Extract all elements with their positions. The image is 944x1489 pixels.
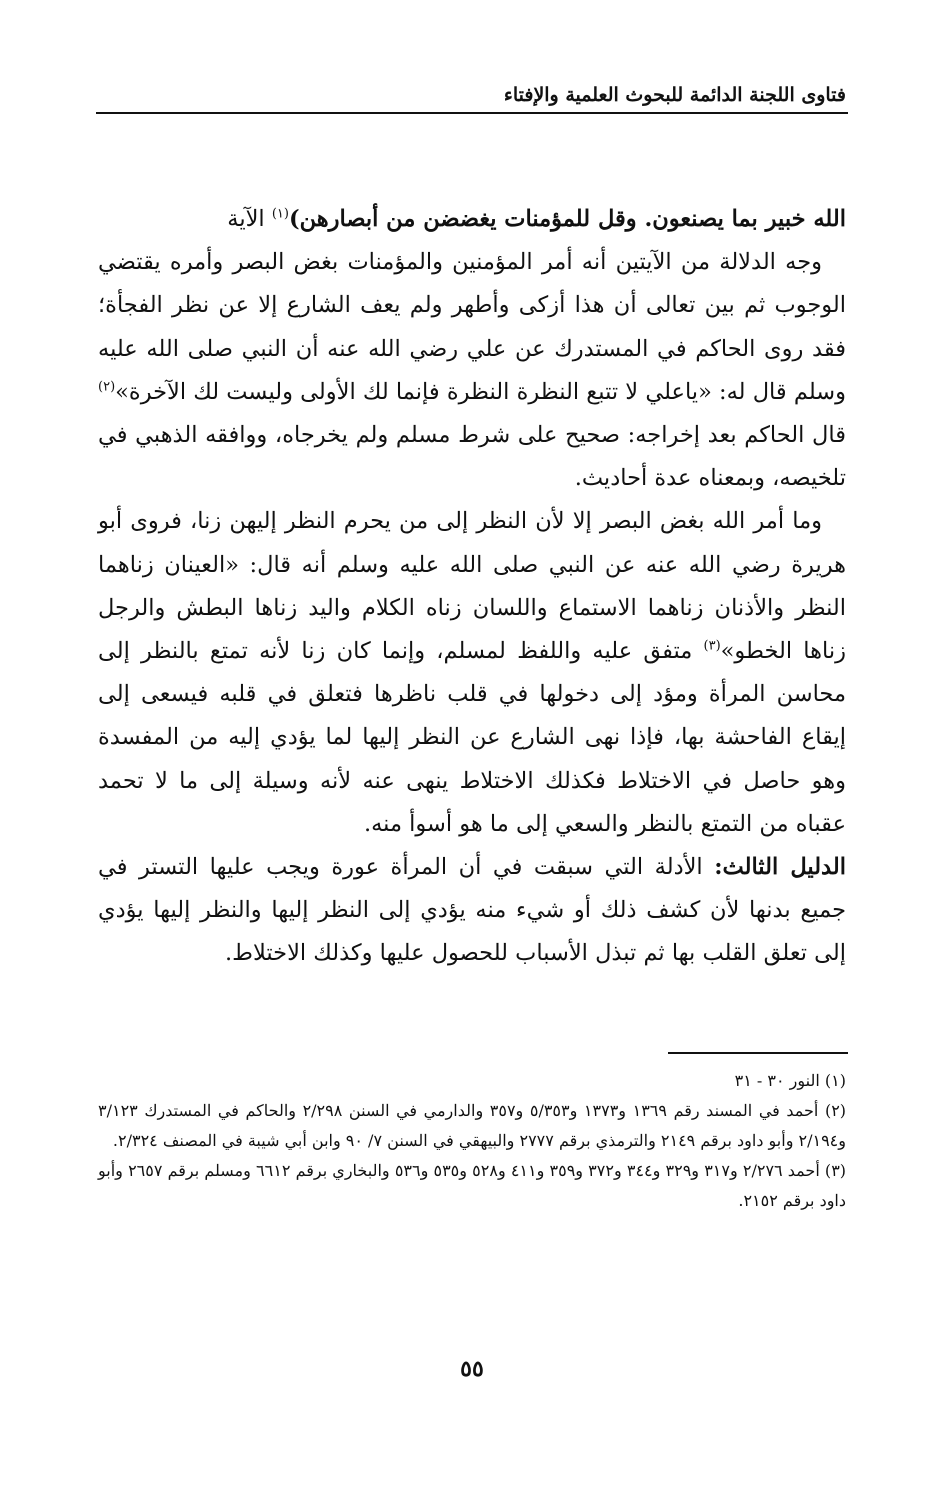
quran-verse-text: الله خبير بما يصنعون. وقل للمؤمنات يغضضن من أبصارهن) <box>288 206 846 232</box>
paragraph-4 <box>98 846 846 976</box>
paragraph-1-tail: الآية <box>227 206 272 232</box>
footnote-separator <box>668 1052 848 1054</box>
paragraph-3-text-cont: متفق عليه واللفظ لمسلم، وإنما كان زنا لأنه تمتع بالنظر إلى محاسن المرأة ومؤد إلى دخولها في قلب ناظرها فتعلق في قلبه فيسعى إلى إيقاع الفاحشة بها، فإذا نهى الشارع عن النظر إليها لما يؤدي إليه من المفسدة وهو حاصل في الاختلاط فكذلك الاختلاط ينهى عنه لأنه وسيلة إلى ما لا تحمد عقباه من التمتع بالنظر والسعي إلى ما هو أسوأ منه. <box>98 638 846 837</box>
footnote-1: (١) النور ٣٠ - ٣١ <box>734 1071 846 1090</box>
paragraph-1 <box>98 198 846 241</box>
paragraph-2-text: وجه الدلالة من الآيتين أنه أمر المؤمنين والمؤمنات بغض البصر وأمره يقتضي الوجوب ثم بين تعالى أن هذا أزكى وأطهر ولم يعف الشارع إلا عن نظر الفجأة؛ فقد روى الحاكم في المستدرك عن علي رضي الله عنه أن النبي صلى الله عليه وسلم قال له: «ياعلي لا تتبع النظرة النظرة فإنما لك الأولى وليست لك الآخرة» <box>98 249 846 405</box>
main-text <box>98 198 846 976</box>
footnote-3: (٣) أحمد ٢/٢٧٦ و٣١٧ و٣٢٩ و٣٤٤ و٣٧٢ و٣٥٩ و٤١١ و٥٢٨ و٥٣٥ و٥٣٦ والبخاري برقم ٦٦١٢ ومسلم برقم ٢٦٥٧ وأبو داود برقم ٢١٥٢. <box>98 1161 847 1210</box>
paragraph-3 <box>98 500 846 846</box>
footnotes <box>98 1066 846 1216</box>
footnote-2: (٢) أحمد في المسند رقم ١٣٦٩ و١٣٧٣ و٥/٣٥٣ و٣٥٧ والدارمي في السنن ٢/٢٩٨ والحاكم في المستدرك ٣/١٢٣ و٢/١٩٤ وأبو داود برقم ٢١٤٩ والترمذي برقم ٢٧٧٧ والبيهقي في السنن ٧/ ٩٠ وابن أبي شيبة في المصنف ٢/٣٢٤. <box>98 1101 847 1150</box>
footnote-ref-1: (١) <box>271 206 289 222</box>
header-rule <box>96 112 848 114</box>
footnote-ref-2: (٢) <box>98 379 116 395</box>
footnote-ref-3: (٣) <box>703 638 721 654</box>
paragraph-2 <box>98 241 846 500</box>
paragraph-3-text: وما أمر الله بغض البصر إلا لأن النظر إلى من يحرم النظر إليهن زنا، فروى أبو هريرة رضي الله عنه عن النبي صلى الله عليه وسلم أنه قال: «العينان زناهما النظر والأذنان زناهما الاستماع واللسان زناه الكلام واليد زناها البطش والرجل زناها الخطو» <box>98 508 847 665</box>
page-number: ٥٥ <box>460 1356 484 1382</box>
paragraph-2-text-cont: قال الحاكم بعد إخراجه: صحيح على شرط مسلم ولم يخرجاه، ووافقه الذهبي في تلخيصه، وبمعناه عدة أحاديث. <box>98 422 846 492</box>
running-header-title: فتاوى اللجنة الدائمة للبحوث العلمية والإفتاء <box>503 84 846 106</box>
third-evidence-label: الدليل الثالث: <box>714 854 846 881</box>
paragraph-4-text: الأدلة التي سبقت في أن المرأة عورة ويجب عليها التستر في جميع بدنها لأن كشف ذلك أو شيء منه يؤدي إلى النظر إليها والنظر إليها يؤدي إلى تعلق القلب بها ثم تبذل الأسباب للحصول عليها وكذلك الاختلاط. <box>98 854 846 967</box>
